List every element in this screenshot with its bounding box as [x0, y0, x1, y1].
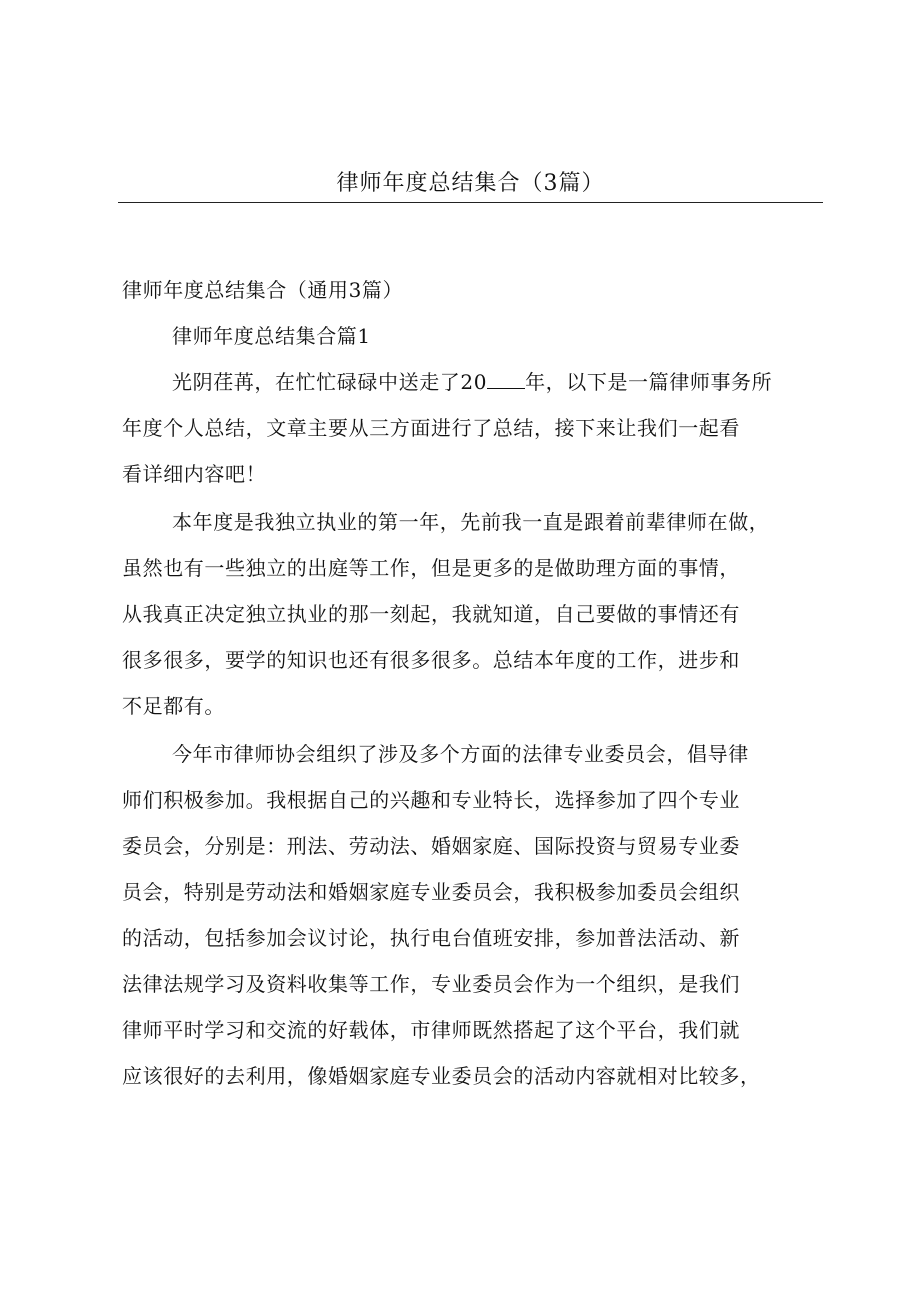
paragraph-3-line-8: 应该很好的去利用，像婚姻家庭专业委员会的活动内容就相对比较多， — [122, 1064, 761, 1088]
paragraph-1-line-2: 年度个人总结，文章主要从三方面进行了总结，接下来让我们一起看 — [122, 416, 740, 440]
paragraph-3-line-7: 律师平时学习和交流的好载体，市律师既然搭起了这个平台，我们就 — [122, 1018, 740, 1042]
paragraph-1-line-3: 看详细内容吧！ — [122, 462, 267, 486]
paragraph-3-line-6: 法律法规学习及资料收集等工作，专业委员会作为一个组织，是我们 — [122, 972, 740, 996]
document-subtitle: 律师年度总结集合（通用3篇） — [122, 278, 404, 302]
paragraph-3-line-4: 员会，特别是劳动法和婚姻家庭专业委员会，我积极参加委员会组织 — [122, 880, 740, 904]
section-heading: 律师年度总结集合篇1 — [172, 324, 371, 348]
paragraph-1-line-1-end: 年，以下是一篇律师事务所 — [525, 370, 773, 394]
paragraph-2-line-5: 不足都有。 — [122, 694, 225, 718]
title-underline — [118, 202, 823, 203]
paragraph-2-line-1: 本年度是我独立执业的第一年，先前我一直是跟着前辈律师在做， — [172, 510, 770, 534]
paragraph-1-line-1 — [122, 364, 832, 410]
paragraph-2-line-2: 虽然也有一些独立的出庭等工作，但是更多的是做助理方面的事情， — [122, 556, 740, 580]
document-body — [122, 272, 832, 1104]
paragraph-3-line-5: 的活动，包括参加会议讨论，执行电台值班安排，参加普法活动、新 — [122, 926, 740, 950]
paragraph-1-line-1-start: 光阴荏苒，在忙忙碌碌中送走了20 — [172, 370, 488, 394]
paragraph-2-line-4: 很多很多，要学的知识也还有很多很多。总结本年度的工作，进步和 — [122, 648, 740, 672]
paragraph-2-line-3: 从我真正决定独立执业的那一刻起，我就知道，自己要做的事情还有 — [122, 602, 740, 626]
year-blank-underline — [487, 370, 525, 389]
paragraph-3-line-1: 今年市律师协会组织了涉及多个方面的法律专业委员会，倡导律 — [172, 742, 749, 766]
paragraph-3-line-3: 委员会，分别是：刑法、劳动法、婚姻家庭、国际投资与贸易专业委 — [122, 834, 740, 858]
document-title: 律师年度总结集合（3篇） — [336, 171, 605, 196]
paragraph-3-line-2: 师们积极参加。我根据自己的兴趣和专业特长，选择参加了四个专业 — [122, 788, 740, 812]
